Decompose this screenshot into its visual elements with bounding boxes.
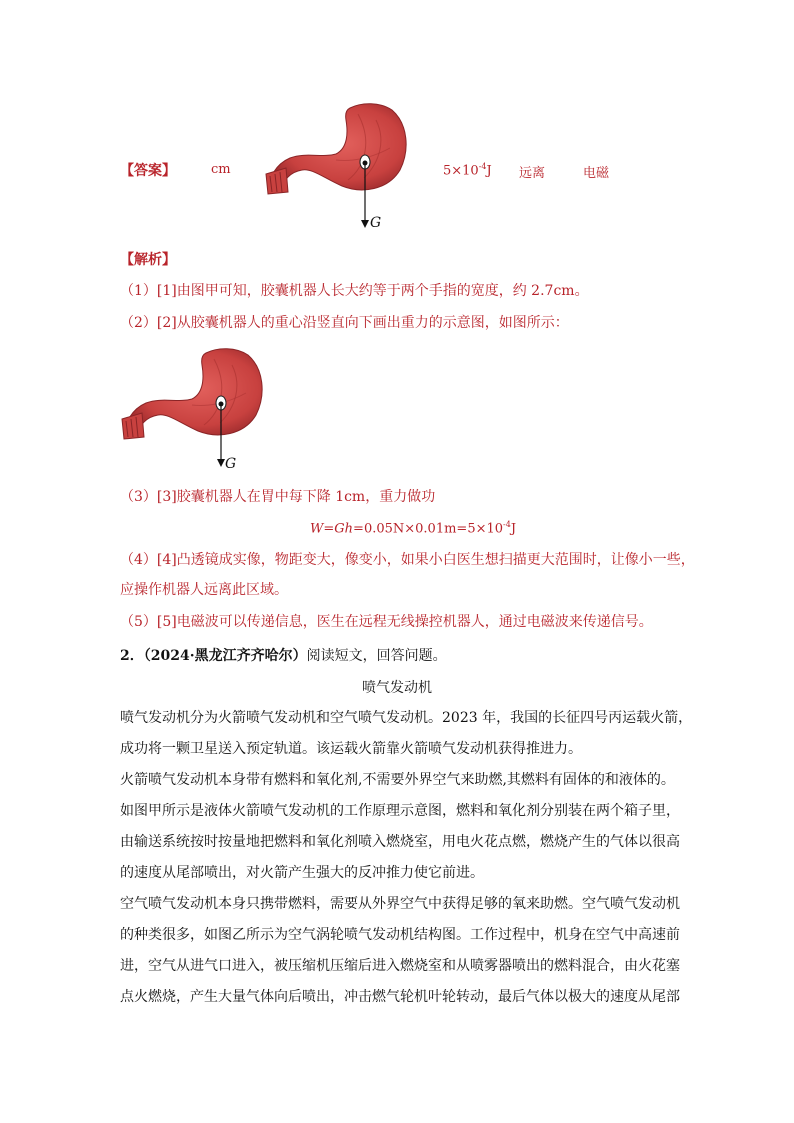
passage-line: 进，空气从进气口进入，被压缩机压缩后进入燃烧室和从喷雾器喷出的燃料混合，由火花塞 <box>120 958 680 974</box>
passage-line: 成功将一颗卫星送入预定轨道。该运载火箭靠火箭喷气发动机获得推进力。 <box>120 741 582 757</box>
passage-line: 空气喷气发动机本身只携带燃料，需要从外界空气中获得足够的氧来助燃。空气喷气发动机 <box>120 896 680 912</box>
passage-line: 的速度从尾部喷出，对火箭产生强大的反冲推力使它前进。 <box>120 865 484 881</box>
force-label-g-analysis: G <box>225 456 237 472</box>
passage-line: 火箭喷气发动机本身带有燃料和氧化剂,不需要外界空气来助燃,其燃料有固体的和液体的。 <box>120 772 675 788</box>
analysis-p2: （2）[2]从胶囊机器人的重心沿竖直向下画出重力的示意图，如图所示： <box>120 315 569 331</box>
work-formula: $W=Gh=0.05N\times 0.01m=5\times 10^{-4}J$ <box>310 520 517 537</box>
answer-wave: 电磁 <box>583 166 610 181</box>
passage-line: 如图甲所示是液体火箭喷气发动机的工作原理示意图，燃料和氧化剂分别装在两个箱子里， <box>120 803 680 819</box>
passage-line: 的种类很多，如图乙所示为空气涡轮喷气发动机结构图。工作过程中，机身在空气中高速前 <box>120 927 680 943</box>
answer-unit: cm <box>211 162 231 177</box>
passage-line: 由输送系统按时按量地把燃料和氧化剂喷入燃烧室，用电火花点燃，燃烧产生的气体以很高 <box>120 834 680 850</box>
passage-title: 喷气发动机 <box>362 680 432 696</box>
analysis-p4-line2: 应操作机器人远离此区域。 <box>120 582 288 598</box>
answer-energy: $5\times 10^{-4}J$ <box>443 162 492 179</box>
analysis-p5: （5）[5]电磁波可以传递信息，医生在远程无线操控机器人，通过电磁波来传递信号。 <box>120 614 653 630</box>
passage-line: 点火燃烧，产生大量气体向后喷出，冲击燃气轮机叶轮转动，最后气体以极大的速度从尾部 <box>120 989 680 1005</box>
analysis-p3: （3）[3]胶囊机器人在胃中每下降 1cm，重力做功 <box>120 489 436 505</box>
answer-label: 【答案】 <box>120 163 176 179</box>
stomach-gravity-figure-answer <box>262 100 412 235</box>
force-label-g-answer: G <box>370 215 382 231</box>
analysis-p1: （1）[1]由图甲可知，胶囊机器人长大约等于两个手指的宽度，约 2.7cm。 <box>120 283 589 299</box>
passage-line: 喷气发动机分为火箭喷气发动机和空气喷气发动机。2023 年，我国的长征四号丙运载火箭， <box>120 710 693 726</box>
analysis-p4-line1: （4）[4]凸透镜成实像，物距变大，像变小，如果小白医生想扫描更大范围时，让像小一些， <box>120 552 695 568</box>
stomach-gravity-figure-analysis <box>118 345 268 480</box>
question-2-header: 2．（2024·黑龙江齐齐哈尔）阅读短文，回答问题。 <box>120 648 447 664</box>
analysis-label: 【解析】 <box>120 252 176 268</box>
answer-direction: 远离 <box>519 166 546 181</box>
